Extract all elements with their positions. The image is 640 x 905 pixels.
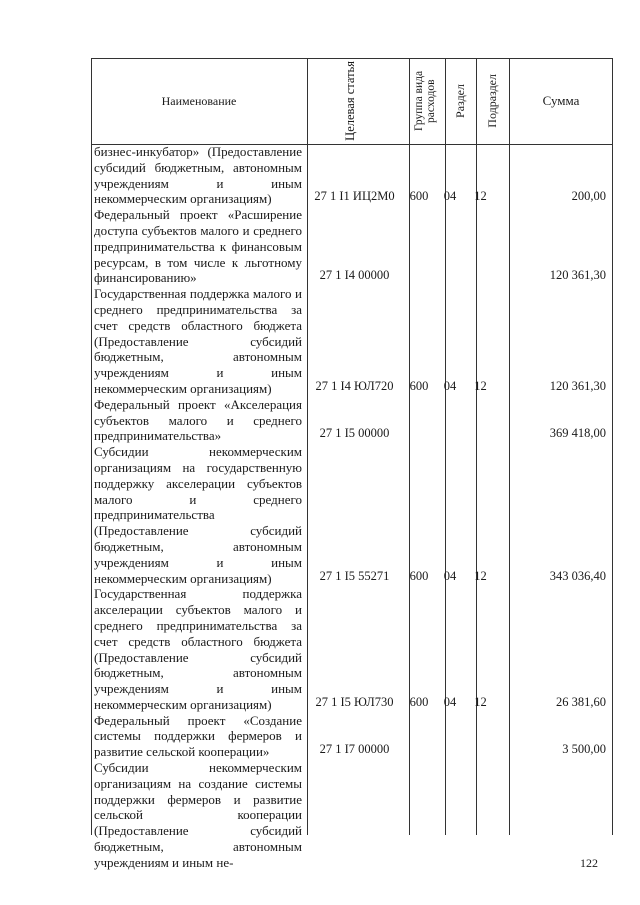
- header-group-cell: [409, 58, 445, 144]
- row-group: [403, 442, 435, 444]
- row-subsection: 12: [474, 694, 487, 709]
- row-section: [435, 869, 465, 871]
- row-name: Федеральный проект «Создание системы поддержки фермеров и развитие сельской кооперации»: [94, 712, 302, 760]
- row-section: [435, 758, 465, 760]
- row-name: Субсидии некоммерческим организациям на государственную поддержку акселерации субъектов малого и среднего предпринимательства (Предоставление субсидий бюджетным, автономным учреждениям и иным некоммерческим организациям): [94, 444, 302, 586]
- row-sum: 120 361,30: [549, 268, 606, 283]
- row-target: 27 1 I1 ИЦ2М0: [314, 189, 395, 204]
- header-subsection: Подраздел: [485, 74, 499, 128]
- row-group: 600: [409, 378, 429, 393]
- row-subsection: 12: [474, 189, 487, 204]
- row-section: 04: [443, 189, 457, 204]
- row-subsection: 12: [474, 568, 487, 583]
- header-subsection-cell: [476, 58, 509, 144]
- row-subsection: 12: [474, 378, 487, 393]
- row-target: [306, 869, 403, 871]
- row-group: 600: [409, 568, 429, 583]
- row-section: [435, 284, 465, 286]
- row-subsection: [465, 442, 496, 444]
- row-target: 27 1 I5 00000: [319, 426, 390, 441]
- table-body: [92, 144, 612, 871]
- row-section: 04: [443, 568, 457, 583]
- table-row: [92, 760, 612, 871]
- header-target: Целевая статья: [343, 61, 357, 141]
- row-target: 27 1 I7 00000: [319, 742, 390, 757]
- table-row: [92, 713, 612, 760]
- row-name: Федеральный проект «Акселерация субъектов малого и среднего предпринимательства»: [94, 396, 302, 444]
- row-sum: 120 361,30: [549, 378, 606, 393]
- table-row: [92, 207, 612, 286]
- row-group: 600: [409, 694, 429, 709]
- row-subsection: [465, 758, 496, 760]
- row-sum: 200,00: [571, 189, 606, 204]
- page-number: 122: [580, 856, 598, 870]
- row-name: Субсидии некоммерческим организациям на создание системы поддержки фермеров и развитие сельской кооперации (Предоставление субсидий бюджетным, автономным учреждениям и иным не-: [94, 760, 302, 870]
- table-row: [92, 444, 612, 586]
- header-section: Раздел: [453, 84, 467, 118]
- header-sum: Сумма: [542, 93, 580, 108]
- row-target: 27 1 I4 00000: [319, 268, 390, 283]
- row-name: Государственная поддержка акселерации субъектов малого и среднего предпринимательства за счет средств областного бюджета (Предоставление субсидий бюджетным, автономным учреждениям и иным некоммерческим организациям): [94, 586, 302, 712]
- row-name: бизнес-инкубатор» (Предоставление субсидий бюджетным, автономным учреждениям и иным некоммерческим организациям): [94, 144, 302, 207]
- row-subsection: [465, 869, 496, 871]
- row-sum: 343 036,40: [549, 568, 606, 583]
- row-group: [403, 869, 435, 871]
- header-name: Наименование: [161, 93, 237, 108]
- row-group: 600: [409, 189, 429, 204]
- header-section-cell: [445, 58, 476, 144]
- table-row: [92, 286, 612, 397]
- row-section: 04: [443, 694, 457, 709]
- row-target: 27 1 I5 55271: [319, 568, 390, 583]
- header-group: Группа вида расходов: [413, 70, 437, 132]
- row-section: [435, 442, 465, 444]
- row-group: [403, 758, 435, 760]
- row-section: 04: [443, 378, 457, 393]
- row-sum: 3 500,00: [562, 742, 606, 757]
- table-row: [92, 397, 612, 444]
- row-subsection: [465, 284, 496, 286]
- row-target: 27 1 I5 ЮЛ730: [315, 694, 394, 709]
- table-row: [92, 586, 612, 712]
- row-name: Федеральный проект «Расширение доступа субъектов малого и среднего предпринимательства к финансовым ресурсам, в том числе к льготному финансированию»: [94, 207, 302, 286]
- table-row: [92, 144, 612, 207]
- row-sum: 26 381,60: [556, 694, 606, 709]
- table-border-right: [612, 58, 613, 835]
- row-group: [403, 284, 435, 286]
- row-target: 27 1 I4 ЮЛ720: [315, 378, 394, 393]
- row-name: Государственная поддержка малого и среднего предпринимательства за счет средств областного бюджета (Предоставление субсидий бюджетным, автономным учреждениям и иным некоммерческим организациям): [94, 286, 302, 396]
- header-target-cell: [307, 58, 409, 144]
- row-sum: 369 418,00: [549, 426, 606, 441]
